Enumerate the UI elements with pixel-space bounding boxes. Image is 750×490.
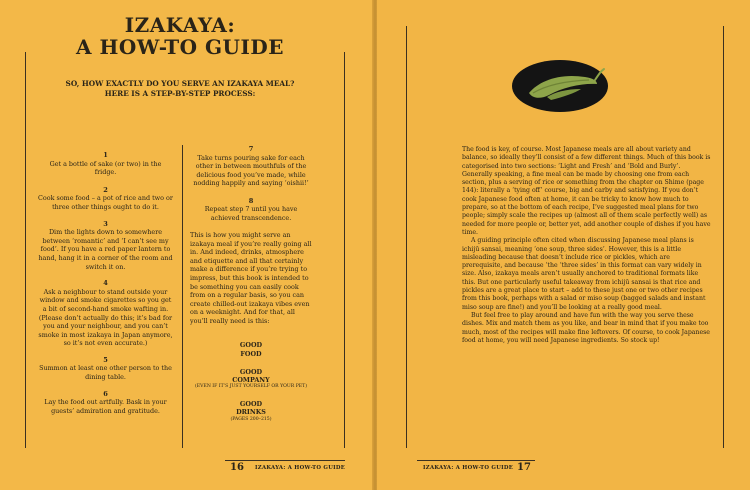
page-number-right: 17 bbox=[517, 462, 531, 473]
page-title bbox=[40, 14, 320, 58]
step-8 bbox=[190, 197, 312, 223]
step-7 bbox=[190, 145, 312, 188]
need-company bbox=[190, 368, 312, 390]
footer-rule bbox=[417, 460, 535, 461]
step-number: 6 bbox=[103, 389, 108, 398]
steps-column-1 bbox=[38, 151, 173, 424]
step-text: Summon at least one other person to the dining table. bbox=[39, 364, 172, 382]
step-text: Take turns pouring sake for each other in between mouthfuls of the delicious food you’ve made, while nodding happily and saying ‘oishii!’ bbox=[193, 153, 309, 188]
need-note: (PAGES 200–215) bbox=[230, 416, 272, 422]
step-text: Get a bottle of sake (or two) in the fridge. bbox=[49, 159, 162, 177]
need-line-2: DRINKS bbox=[236, 408, 266, 417]
right-margin-rule bbox=[344, 52, 345, 448]
step-number: 4 bbox=[103, 279, 108, 288]
right-margin-rule bbox=[723, 26, 724, 448]
need-line-2: COMPANY bbox=[232, 376, 270, 385]
step-2 bbox=[38, 186, 173, 212]
step-6 bbox=[38, 390, 173, 416]
need-line-1: GOOD bbox=[239, 341, 263, 350]
step-text: Lay the food out artfully. Bask in your guests’ admiration and gratitude. bbox=[44, 398, 167, 415]
steps-column-2 bbox=[190, 145, 312, 433]
left-page bbox=[0, 0, 373, 490]
step-number: 1 bbox=[103, 151, 108, 159]
left-margin-rule bbox=[25, 52, 26, 448]
need-line-1: GOOD bbox=[239, 400, 263, 409]
footer-rule bbox=[225, 460, 345, 461]
need-line-2: FOOD bbox=[240, 349, 262, 358]
edamame-pod-icon bbox=[511, 59, 609, 113]
intro-paragraph: This is how you might serve an izakaya meal if you’re really going all in. And indeed, drinks, atmosphere and etiquette and all that certainly make a difference if you’re trying to impress, but this book is intended to be something you can easily cook from on a regular basis, so you can create chilled-out izakaya vibes even on a weeknight. And for that, all you’ll really need is this: bbox=[190, 230, 312, 325]
running-head-right: IZAKAYA: A HOW-TO GUIDE bbox=[423, 465, 514, 471]
page-number: 16 bbox=[230, 462, 244, 473]
step-number: 2 bbox=[103, 185, 108, 194]
need-note: (EVEN IF IT’S JUST YOURSELF OR YOUR PET) bbox=[195, 384, 307, 390]
body-paragraph-1: The food is key, of course. Most Japanese meals are all about variety and balance, so ideally they’ll consist of a few different things. Much of this book is categorised into two sections: ‘Light and Fresh’ and ‘Bold and Burly’. Generally speaking, a fine meal can be made by choosing one from each section, plus a serving of rice or something from the chapter on Shime (page 144): literally a ‘tying off’ course, big and carby and satisfying. If you don’t cook Japanese food often at home, it can be tricky to know how much to prepare, so at the bottom of each recipe, I’ve suggested meal plans for two people; simply scale the recipes up (almost all of them scale perfectly well) as needed for more people or, better yet, add another couple of dishes if you have time. bbox=[462, 146, 711, 236]
step-number: 7 bbox=[248, 145, 254, 153]
step-number: 3 bbox=[103, 219, 108, 228]
body-paragraph-3: But feel free to play around and have fun with the way you serve these dishes. Mix and match them as you like, and bear in mind that if you make too much, most of the recipes will make fine leftovers. Of course, to cook Japanese food at home, you will need Japanese ingredients. So stock up! bbox=[462, 311, 710, 344]
needs-list bbox=[190, 341, 312, 422]
column-divider-rule bbox=[182, 145, 183, 448]
need-line-1: GOOD bbox=[239, 367, 263, 376]
title-line-1: IZAKAYA: bbox=[124, 13, 236, 37]
step-4 bbox=[38, 279, 173, 348]
step-3 bbox=[38, 220, 173, 272]
left-margin-rule bbox=[406, 26, 407, 448]
step-text: Dim the lights down to somewhere between ‘romantic’ and ‘I can’t see my food’. If you have a red paper lantern to hand, hang it in a corner of the room and switch it on. bbox=[38, 228, 173, 271]
running-head: IZAKAYA: A HOW-TO GUIDE bbox=[255, 465, 346, 471]
need-drinks bbox=[190, 400, 312, 422]
body-paragraph-2: A guiding principle often cited when discussing Japanese meal plans is ichijū sansai, meaning ‘one soup, three sides’. However, this is a little misleading because that doesn’t include rice or pickles, which are prerequisite, and because ‘the ‘three sides’ in this format can vary widely in size. Also, izakaya meals aren’t usually anchored to traditional formats like this. But one particularly useful takeaway from ichijū sansai is that rice and pickles are a great place to start – add to these just one or two other recipes from this book, perhaps with a salad or miso soup (bagged salads and instant miso soup are fine!) and you’ll be looking at a really good meal. bbox=[462, 237, 706, 311]
page-subtitle bbox=[55, 79, 305, 99]
step-text: Repeat step 7 until you have achieved transcendence. bbox=[204, 205, 298, 222]
need-food bbox=[190, 341, 312, 357]
subtitle-line-1: SO, HOW EXACTLY DO YOU SERVE AN IZAKAYA MEAL? bbox=[65, 79, 295, 88]
title-line-2: A HOW-TO GUIDE bbox=[76, 35, 284, 59]
step-text: Cook some food – a pot of rice and two or three other things ought to do it. bbox=[38, 194, 173, 211]
step-number: 8 bbox=[248, 196, 254, 205]
subtitle-line-2: HERE IS A STEP-BY-STEP PROCESS: bbox=[104, 89, 256, 98]
step-5 bbox=[38, 356, 173, 382]
step-number: 5 bbox=[103, 355, 108, 364]
step-text: Ask a neighbour to stand outside your window and smoke cigarettes so you get a bit of second-hand smoke wafting in. (Please don’t actually do this; it’s bad for you and your neighbour, and you can’t smoke in most izakaya in Japan anymore, so it’s not even accurate.) bbox=[38, 287, 173, 348]
body-text bbox=[462, 146, 712, 345]
step-1 bbox=[38, 151, 173, 177]
